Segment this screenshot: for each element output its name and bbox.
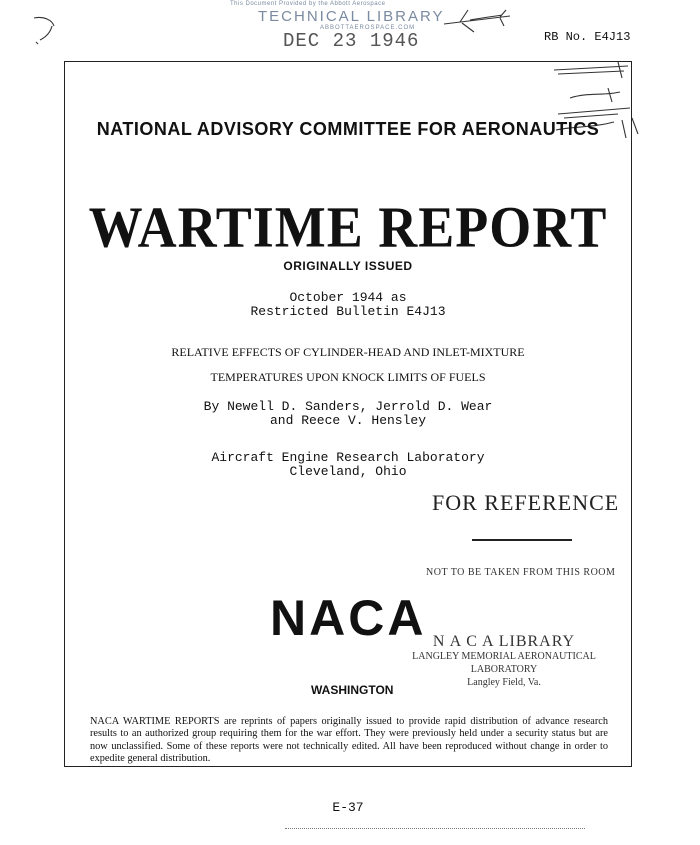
library-stamp-line3: LABORATORY (470, 664, 538, 675)
page-number: E-37 (332, 800, 364, 815)
provider-note: This Document Provided by the Abbott Aerospace (230, 1, 386, 7)
footer-note: NACA WARTIME REPORTS are reprints of papers originally issued to provide rapid distribution of advance research results to an authorized group requiring them for the war effort. They were previously held under a security status but are now unclassified. Some of these reports were not technically edited. All have been reproduced without change in order to expedite general distribution. (90, 716, 608, 765)
airplane-icon (440, 6, 520, 36)
report-title-line1: RELATIVE EFFECTS OF CYLINDER-HEAD AND INLET-MIXTURE (171, 345, 525, 359)
lab-line2: Cleveland, Ohio (289, 464, 407, 479)
washington: WASHINGTON (311, 683, 394, 697)
not-taken-stamp: NOT TO BE TAKEN FROM THIS ROOM (426, 567, 616, 578)
bottom-edge-mark (285, 828, 585, 829)
margin-mark (30, 12, 70, 52)
library-stamp (410, 633, 598, 688)
library-stamp-title: TECHNICAL LIBRARY (258, 8, 445, 25)
library-url: ABBOTTAEROSPACE.COM (320, 25, 416, 31)
library-stamp-line2: LANGLEY MEMORIAL AERONAUTICAL (412, 651, 596, 662)
committee-heading: NATIONAL ADVISORY COMMITTEE FOR AERONAUTICS (96, 119, 600, 139)
originally-issued: ORIGINALLY ISSUED (283, 259, 413, 273)
naca-logo: NACA (270, 590, 427, 646)
authors-line1: By Newell D. Sanders, Jerrold D. Wear (203, 399, 493, 414)
bulletin: Restricted Bulletin E4J13 (250, 304, 446, 319)
issue-date: October 1944 as (289, 290, 407, 305)
headline: WARTIME REPORT (88, 194, 608, 260)
authors-line2: and Reece V. Hensley (269, 413, 427, 428)
library-stamp-line1: N A C A LIBRARY (432, 633, 576, 650)
report-title-line2: TEMPERATURES UPON KNOCK LIMITS OF FUELS (210, 370, 486, 384)
divider-line (472, 539, 572, 541)
lab-line1: Aircraft Engine Research Laboratory (211, 450, 485, 465)
report-number: RB No. E4J13 (544, 30, 631, 44)
library-stamp-line4: Langley Field, Va. (467, 677, 541, 688)
for-reference-stamp: FOR REFERENCE (432, 490, 620, 515)
date-stamp: DEC 23 1946 (283, 30, 420, 52)
